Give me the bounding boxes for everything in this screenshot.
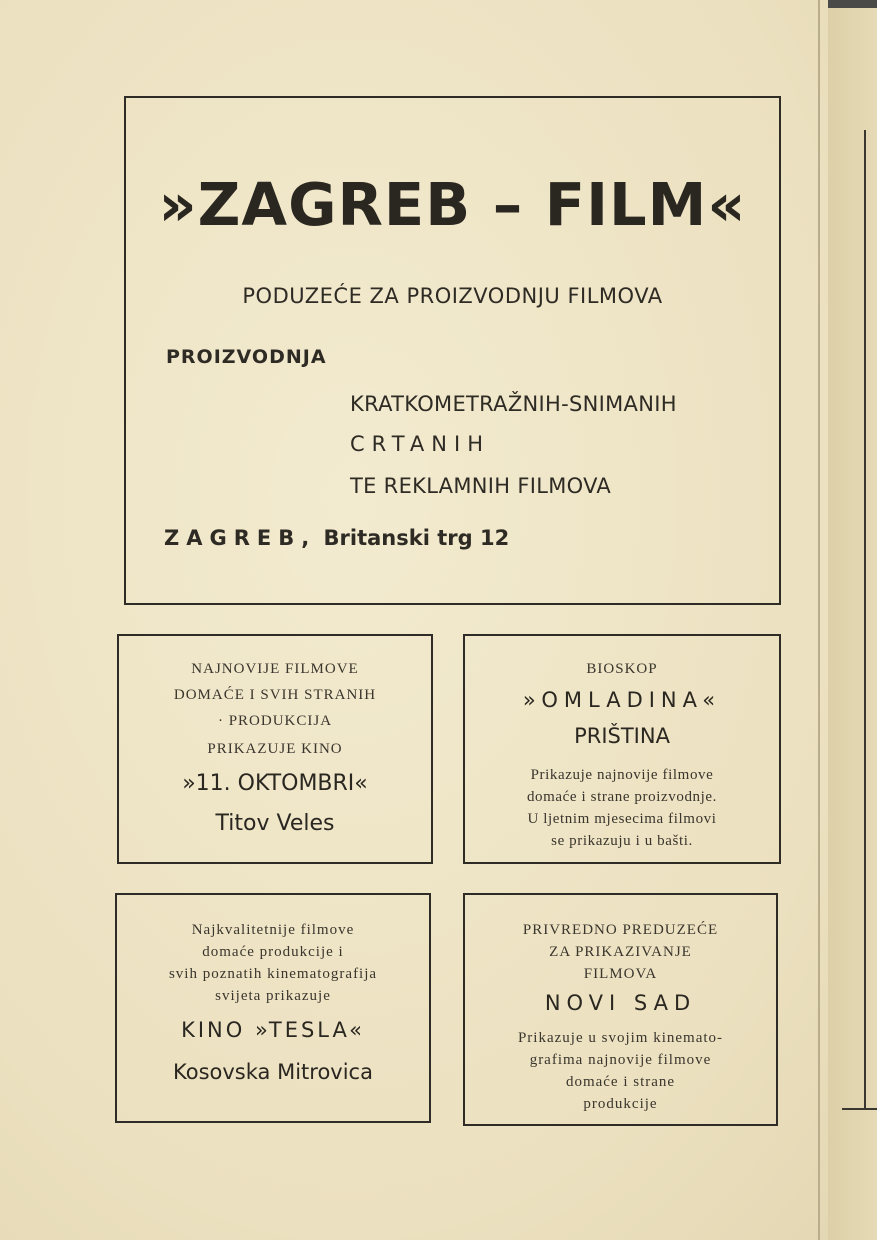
ad-text-line: Najkvalitetnije filmove [191,922,355,938]
production-heading: PROIZVODNJA [166,346,327,368]
ad-description-line: produkcije [583,1096,658,1112]
ad-text-line: FILMOVA [583,966,658,982]
ad-text-line: DOMAĆE I SVIH STRANIH [173,687,377,703]
adjacent-page-rule [864,130,866,1110]
adjacent-page-rule-horizontal [842,1108,877,1110]
zagreb-film-ad [124,96,781,605]
page-binding [818,0,820,1240]
cinema-city: PRIŠTINA [574,724,670,748]
ad-description-line: grafima najnovije filmove [529,1052,712,1068]
ad-text-line: svih poznatih kinematografija [168,966,378,982]
ad-address [164,526,509,550]
ad-description-line: Prikazuje u svojim kinemato- [517,1030,724,1046]
ad-text-line: PRIKAZUJE KINO [207,741,343,757]
cinema-city: NOVI SAD [544,991,697,1015]
production-line: CRTANIH [350,432,490,456]
production-line: TE REKLAMNIH FILMOVA [350,474,612,498]
ad-text-line: domaće produkcije i [202,944,344,960]
ad-description-line: Prikazuje najnovije filmove [530,767,714,783]
address-street: Britanski trg 12 [323,526,510,550]
address-city: ZAGREB, [164,526,317,550]
cinema-city: Titov Veles [215,811,335,836]
cinema-city: Kosovska Mitrovica [173,1060,373,1084]
ad-text-line: svijeta prikazuje [215,988,331,1004]
ad-text-line: PRIVREDNO PREDUZEĆE [522,922,719,938]
ad-label: BIOSKOP [586,661,658,677]
cinema-name: »OMLADINA« [522,688,722,712]
ad-description-line: domaće i strane proizvodnje. [526,789,718,805]
ad-text-line: ZA PRIKAZIVANJE [549,944,692,960]
cinema-name: »11. OKTOMBRI« [182,771,368,796]
novi-sad-ad [463,893,778,1126]
bioskop-omladina-ad [463,634,781,864]
adjacent-page-edge [828,0,877,1240]
production-line: KRATKOMETRAŽNIH-SNIMANIH [350,392,677,416]
kino-11-oktombri-ad [117,634,433,864]
ad-title: »ZAGREB – FILM« [158,170,747,239]
ad-text-line: NAJNOVIJE FILMOVE [191,661,359,677]
page-edge-shadow [828,0,877,8]
ad-description-line: se prikazuju i u bašti. [551,833,693,849]
cinema-name: KINO »TESLA« [181,1018,365,1042]
ad-subtitle: PODUZEĆE ZA PROIZVODNJU FILMOVA [242,284,663,308]
kino-tesla-ad [115,893,431,1123]
ad-description-line: U ljetnim mjesecima filmovi [527,811,717,827]
ad-text-line: · PRODUKCIJA [217,713,333,729]
ad-description-line: domaće i strane [565,1074,676,1090]
